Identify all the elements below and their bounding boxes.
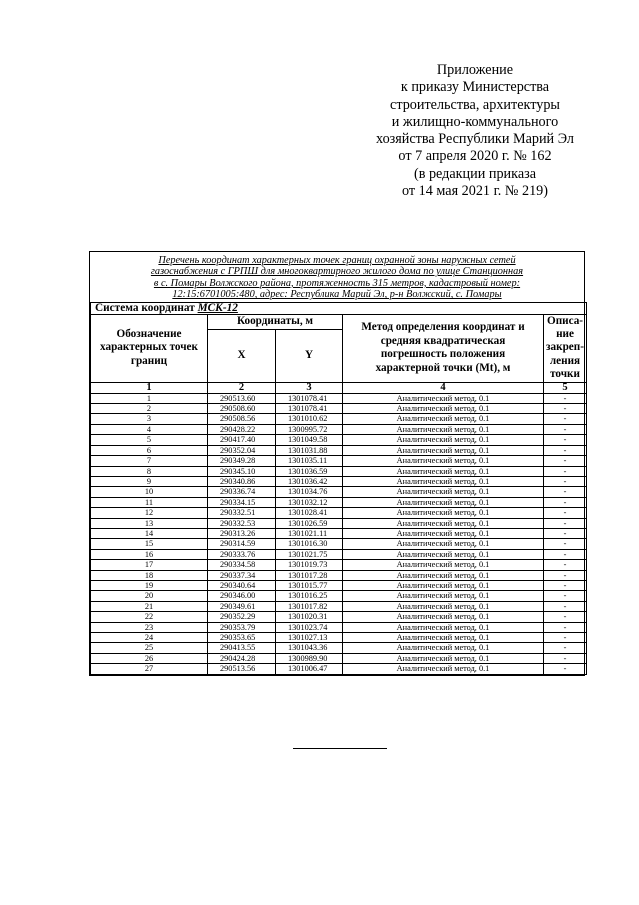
caption-line: Перечень координат характерных точек границ охранной зоны наружных сетей xyxy=(158,255,516,266)
coord-y: 1301010.62 xyxy=(276,414,343,424)
header-line: к приказу Министерства xyxy=(400,79,550,96)
coord-y: 1301020.31 xyxy=(276,612,343,622)
method-cell: Аналитический метод, 0.1 xyxy=(343,539,544,549)
coord-x: 290336.74 xyxy=(208,487,276,497)
description-cell: - xyxy=(544,528,587,538)
point-number: 1 xyxy=(91,393,208,403)
footer-divider xyxy=(293,748,387,749)
method-cell: Аналитический метод, 0.1 xyxy=(343,435,544,445)
table-body xyxy=(91,393,587,674)
point-number: 2 xyxy=(91,404,208,414)
method-cell: Аналитический метод, 0.1 xyxy=(343,476,544,486)
coord-x: 290513.56 xyxy=(208,664,276,674)
coord-y: 1301017.82 xyxy=(276,601,343,611)
caption-line: в с. Помары Волжского района, протяженность 315 метров, кадастровый номер: xyxy=(153,277,521,289)
coordinates-document xyxy=(89,251,585,676)
point-number: 8 xyxy=(91,466,208,476)
coord-x: 290352.29 xyxy=(208,612,276,622)
point-number: 19 xyxy=(91,580,208,590)
point-number: 24 xyxy=(91,633,208,643)
coord-x: 290353.65 xyxy=(208,633,276,643)
coord-y: 1301015.77 xyxy=(276,580,343,590)
coord-y: 1301021.11 xyxy=(276,528,343,538)
coord-system-label: Система координат xyxy=(95,301,195,314)
method-cell: Аналитический метод, 0.1 xyxy=(343,549,544,559)
description-cell: - xyxy=(544,435,587,445)
header-line: (в редакции приказа xyxy=(413,165,537,182)
description-cell: - xyxy=(544,539,587,549)
header-line: и жилищно-коммунального xyxy=(391,113,559,130)
coord-y: 1301023.74 xyxy=(276,622,343,632)
point-number: 3 xyxy=(91,414,208,424)
point-number: 13 xyxy=(91,518,208,528)
point-number: 14 xyxy=(91,528,208,538)
method-cell: Аналитический метод, 0.1 xyxy=(343,643,544,653)
method-cell: Аналитический метод, 0.1 xyxy=(343,612,544,622)
caption-line: 12:15:6701005:480, адрес: Республика Марий Эл, р-н Волжский, с. Помары xyxy=(172,289,502,301)
description-cell: - xyxy=(544,487,587,497)
description-cell: - xyxy=(544,476,587,486)
table-row xyxy=(91,476,587,486)
coord-y: 1301026.59 xyxy=(276,518,343,528)
coord-x: 290345.10 xyxy=(208,466,276,476)
coord-y: 1300995.72 xyxy=(276,424,343,434)
table-row xyxy=(91,612,587,622)
point-number: 20 xyxy=(91,591,208,601)
table-row xyxy=(91,487,587,497)
table-row xyxy=(91,508,587,518)
description-cell: - xyxy=(544,601,587,611)
coord-y: 1301078.41 xyxy=(276,393,343,403)
table-row xyxy=(91,622,587,632)
point-number: 22 xyxy=(91,612,208,622)
description-cell: - xyxy=(544,664,587,674)
coord-x: 290334.58 xyxy=(208,560,276,570)
method-cell: Аналитический метод, 0.1 xyxy=(343,518,544,528)
coord-y: 1301017.28 xyxy=(276,570,343,580)
coord-x: 290334.15 xyxy=(208,497,276,507)
method-cell: Аналитический метод, 0.1 xyxy=(343,508,544,518)
header-point: Обозначение характерных точек границ xyxy=(91,314,208,382)
point-number: 17 xyxy=(91,560,208,570)
point-number: 21 xyxy=(91,601,208,611)
coord-system-row xyxy=(91,302,587,314)
method-cell: Аналитический метод, 0.1 xyxy=(343,601,544,611)
table-row xyxy=(91,601,587,611)
method-cell: Аналитический метод, 0.1 xyxy=(343,622,544,632)
table-row xyxy=(91,393,587,403)
coord-y: 1300989.90 xyxy=(276,653,343,663)
table-row xyxy=(91,539,587,549)
coord-y: 1301034.76 xyxy=(276,487,343,497)
method-cell: Аналитический метод, 0.1 xyxy=(343,570,544,580)
point-number: 6 xyxy=(91,445,208,455)
header-line: от 14 мая 2021 г. № 219) xyxy=(402,183,548,200)
coord-x: 290314.59 xyxy=(208,539,276,549)
header-line: от 7 апреля 2020 г. № 162 xyxy=(398,148,552,165)
coord-x: 290333.76 xyxy=(208,549,276,559)
point-number: 18 xyxy=(91,570,208,580)
header-description: Описа-ние закреп-ления точки xyxy=(544,314,587,382)
point-number: 7 xyxy=(91,456,208,466)
method-cell: Аналитический метод, 0.1 xyxy=(343,487,544,497)
coord-x: 290349.28 xyxy=(208,456,276,466)
table-row xyxy=(91,633,587,643)
description-cell: - xyxy=(544,518,587,528)
point-number: 27 xyxy=(91,664,208,674)
table-row xyxy=(91,456,587,466)
description-cell: - xyxy=(544,580,587,590)
method-cell: Аналитический метод, 0.1 xyxy=(343,528,544,538)
description-cell: - xyxy=(544,497,587,507)
table-row xyxy=(91,445,587,455)
description-cell: - xyxy=(544,508,587,518)
coord-y: 1301016.25 xyxy=(276,591,343,601)
coord-y: 1301031.88 xyxy=(276,445,343,455)
column-number: 4 xyxy=(343,382,544,393)
table-row xyxy=(91,580,587,590)
coord-y: 1301028.41 xyxy=(276,508,343,518)
coord-x: 290332.51 xyxy=(208,508,276,518)
coord-y: 1301078.41 xyxy=(276,404,343,414)
coord-x: 290337.34 xyxy=(208,570,276,580)
method-cell: Аналитический метод, 0.1 xyxy=(343,664,544,674)
table-row xyxy=(91,560,587,570)
coord-x: 290508.60 xyxy=(208,404,276,414)
table-row xyxy=(91,528,587,538)
coord-y: 1301019.73 xyxy=(276,560,343,570)
method-cell: Аналитический метод, 0.1 xyxy=(343,404,544,414)
point-number: 10 xyxy=(91,487,208,497)
coordinates-table xyxy=(90,302,587,675)
coord-y: 1301016.30 xyxy=(276,539,343,549)
coord-y: 1301027.13 xyxy=(276,633,343,643)
description-cell: - xyxy=(544,393,587,403)
coord-y: 1301021.75 xyxy=(276,549,343,559)
method-cell: Аналитический метод, 0.1 xyxy=(343,445,544,455)
point-number: 12 xyxy=(91,508,208,518)
coord-x: 290428.22 xyxy=(208,424,276,434)
table-row xyxy=(91,653,587,663)
method-cell: Аналитический метод, 0.1 xyxy=(343,466,544,476)
table-row xyxy=(91,591,587,601)
table-row xyxy=(91,549,587,559)
coord-x: 290417.40 xyxy=(208,435,276,445)
header-x: X xyxy=(208,329,276,382)
description-cell: - xyxy=(544,404,587,414)
description-cell: - xyxy=(544,643,587,653)
table-row xyxy=(91,404,587,414)
description-cell: - xyxy=(544,560,587,570)
column-number: 5 xyxy=(544,382,587,393)
coord-x: 290413.55 xyxy=(208,643,276,653)
description-cell: - xyxy=(544,570,587,580)
coord-y: 1301006.47 xyxy=(276,664,343,674)
point-number: 9 xyxy=(91,476,208,486)
method-cell: Аналитический метод, 0.1 xyxy=(343,424,544,434)
method-cell: Аналитический метод, 0.1 xyxy=(343,393,544,403)
point-number: 16 xyxy=(91,549,208,559)
point-number: 15 xyxy=(91,539,208,549)
coord-x: 290424.28 xyxy=(208,653,276,663)
point-number: 25 xyxy=(91,643,208,653)
header-method: Метод определения координат и средняя квадратическая погрешность положения характерной точки (Mt), м xyxy=(343,314,544,382)
point-number: 5 xyxy=(91,435,208,445)
method-cell: Аналитический метод, 0.1 xyxy=(343,591,544,601)
column-number: 1 xyxy=(91,382,208,393)
table-row xyxy=(91,497,587,507)
point-number: 23 xyxy=(91,622,208,632)
table-row xyxy=(91,435,587,445)
description-cell: - xyxy=(544,414,587,424)
coord-x: 290340.64 xyxy=(208,580,276,590)
coord-y: 1301036.42 xyxy=(276,476,343,486)
description-cell: - xyxy=(544,653,587,663)
method-cell: Аналитический метод, 0.1 xyxy=(343,414,544,424)
coord-x: 290508.56 xyxy=(208,414,276,424)
table-row xyxy=(91,570,587,580)
method-cell: Аналитический метод, 0.1 xyxy=(343,456,544,466)
method-cell: Аналитический метод, 0.1 xyxy=(343,633,544,643)
table-row xyxy=(91,643,587,653)
table-row xyxy=(91,518,587,528)
coord-x: 290346.00 xyxy=(208,591,276,601)
column-number: 2 xyxy=(208,382,276,393)
coord-x: 290513.60 xyxy=(208,393,276,403)
coord-y: 1301049.58 xyxy=(276,435,343,445)
table-row xyxy=(91,424,587,434)
point-number: 11 xyxy=(91,497,208,507)
coord-y: 1301035.11 xyxy=(276,456,343,466)
coord-system-name: МСК-12 xyxy=(197,301,238,314)
description-cell: - xyxy=(544,445,587,455)
table-row xyxy=(91,466,587,476)
coord-x: 290332.53 xyxy=(208,518,276,528)
description-cell: - xyxy=(544,456,587,466)
header-line: Приложение xyxy=(436,62,514,78)
point-number: 26 xyxy=(91,653,208,663)
description-cell: - xyxy=(544,591,587,601)
column-number: 3 xyxy=(276,382,343,393)
header-y: Y xyxy=(276,329,343,382)
coord-x: 290349.61 xyxy=(208,601,276,611)
description-cell: - xyxy=(544,549,587,559)
method-cell: Аналитический метод, 0.1 xyxy=(343,497,544,507)
table-row xyxy=(91,664,587,674)
coord-x: 290340.86 xyxy=(208,476,276,486)
coord-y: 1301032.12 xyxy=(276,497,343,507)
coord-y: 1301036.59 xyxy=(276,466,343,476)
header-coords: Координаты, м xyxy=(208,314,343,329)
header-line: хозяйства Республики Марий Эл xyxy=(376,131,574,148)
point-number: 4 xyxy=(91,424,208,434)
method-cell: Аналитический метод, 0.1 xyxy=(343,560,544,570)
description-cell: - xyxy=(544,612,587,622)
appendix-header xyxy=(360,62,590,200)
description-cell: - xyxy=(544,622,587,632)
coord-y: 1301043.36 xyxy=(276,643,343,653)
table-caption xyxy=(90,252,584,302)
description-cell: - xyxy=(544,633,587,643)
method-cell: Аналитический метод, 0.1 xyxy=(343,653,544,663)
table-row xyxy=(91,414,587,424)
description-cell: - xyxy=(544,466,587,476)
coord-x: 290313.26 xyxy=(208,528,276,538)
caption-line: газоснабжения с ГРПШ для многоквартирного жилого дома по улице Станционная xyxy=(150,266,524,278)
description-cell: - xyxy=(544,424,587,434)
method-cell: Аналитический метод, 0.1 xyxy=(343,580,544,590)
header-line: строительства, архитектуры xyxy=(390,96,560,113)
coord-x: 290353.79 xyxy=(208,622,276,632)
coord-x: 290352.04 xyxy=(208,445,276,455)
